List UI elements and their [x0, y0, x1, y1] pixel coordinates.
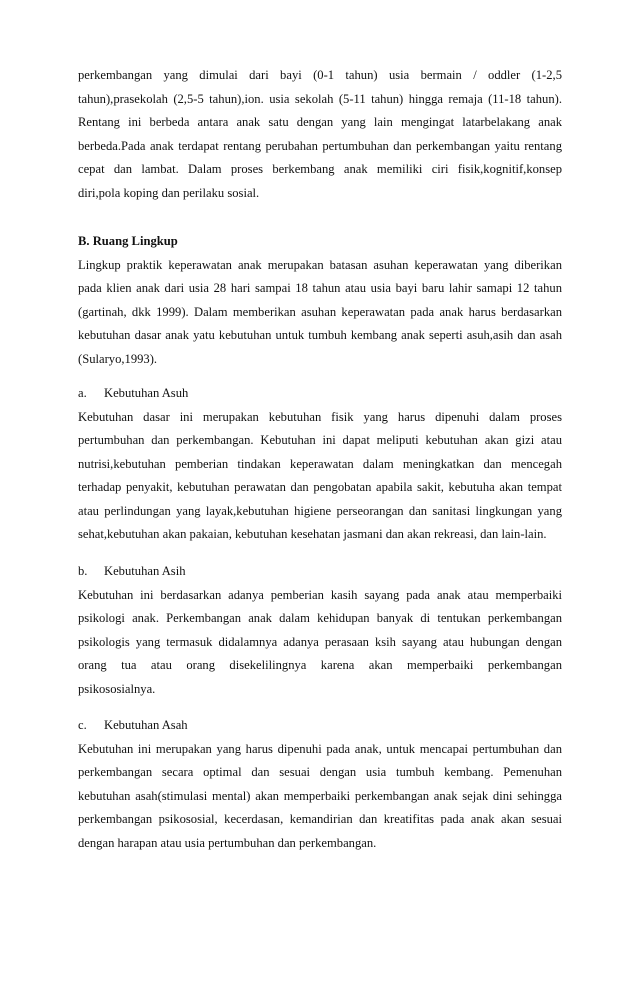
subsection-title: Kebutuhan Asih — [104, 564, 186, 578]
text-line: nutrisi,kebutuhan pemberian tindakan keperawatan dalam meningkatkan dan mencegah — [78, 456, 562, 471]
text-line: kebutuhan asah(stimulasi mental) akan memperbaiki perkembangan anak sejak dini sehingga — [78, 788, 562, 803]
text-line: Kebutuhan ini merupakan yang harus dipenuhi pada anak, untuk mencapai pertumbuhan dan — [78, 741, 562, 756]
text-line: psikologi anak. Perkembangan anak dalam kehidupan banyak di tentukan perkembangan — [78, 611, 562, 625]
text-line: Rentang ini berbeda antara anak satu dengan yang lain mengingat latarbelakang anak — [78, 115, 562, 129]
subsection-number: a. — [78, 386, 87, 400]
subsection-number: c. — [78, 718, 87, 732]
text-line: tahun),prasekolah (2,5-5 tahun),ion. usia sekolah (5-11 tahun) hingga remaja (11-18 tahun). — [78, 91, 562, 106]
subsection-kebutuhan-asuh — [78, 382, 562, 547]
text-line: perkembangan secara optimal dan sesuai dengan usia tumbuh kembang. Pemenuhan — [78, 765, 562, 779]
text-line: diri,pola koping dan perilaku sosial. — [78, 185, 260, 200]
text-line: Lingkup praktik keperawatan anak merupakan batasan asuhan keperawatan yang diberikan — [78, 257, 562, 272]
text-line: dengan harapan atau usia pertumbuhan dan perkembangan. — [78, 835, 377, 850]
text-line: cepat dan lambat. Dalam proses berkembang anak memiliki ciri fisik,kognitif,konsep — [78, 162, 562, 176]
subsection-heading — [78, 560, 562, 584]
text-line: atau perlindungan yang layak,kebutuhan higiene perseorangan dan sanitasi lingkungan yang — [78, 503, 562, 518]
text-line: (Sularyo,1993). — [78, 351, 158, 366]
text-line: perkembangan psikososial, kecerdasan, kemandirian dan kreatifitas pada anak akan sesuai — [78, 812, 562, 826]
subsection-number: b. — [78, 564, 88, 578]
text-line: Kebutuhan dasar ini merupakan kebutuhan fisik yang harus dipenuhi dalam proses — [78, 409, 562, 424]
subsection-kebutuhan-asah — [78, 714, 562, 855]
subsection-title: Kebutuhan Asuh — [104, 386, 189, 400]
text-line: berbeda.Pada anak terdapat rentang perubahan pertumbuhan dan perkembangan yaitu rentang — [78, 138, 562, 153]
text-line: sehat,kebutuhan akan pakaian, kebutuhan kesehatan jasmani dan akan rekreasi, dan lain-lain. — [78, 527, 547, 541]
text-line: psikososialnya. — [78, 681, 156, 696]
section-ruang-lingkup — [78, 230, 562, 371]
intro-paragraph — [78, 64, 562, 205]
subsection-kebutuhan-asih — [78, 560, 562, 701]
text-line: (gartinah, dkk 1999). Dalam memberikan asuhan keperawatan pada anak harus berdasarkan — [78, 304, 562, 319]
text-line: Kebutuhan ini berdasarkan adanya pemberian kasih sayang pada anak atau memperbaiki — [78, 587, 562, 602]
text-line: psikologis yang termasuk didalamnya adanya perasaan ksih sayang atau hubungan dengan — [78, 634, 562, 649]
text-line: kebutuhan dasar anak yatu kebutuhan untuk tumbuh kembang anak seperti asuh,asih dan asah — [78, 328, 562, 342]
subsection-title: Kebutuhan Asah — [104, 718, 188, 732]
text-line: terhadap penyakit, kebutuhan perawatan dan pengobatan apabila sakit, kebutuha akan tempat — [78, 480, 562, 494]
text-line: perkembangan yang dimulai dari bayi (0-1 tahun) usia bermain / oddler (1-2,5 — [78, 68, 562, 82]
subsection-heading — [78, 382, 562, 406]
text-line: orang tua atau orang disekelilingnya karena akan memperbaiki perkembangan — [78, 658, 562, 672]
section-heading: B. Ruang Lingkup — [78, 234, 178, 248]
text-line: pertumbuhan dan perkembangan. Kebutuhan ini dapat meliputi kebutuhan akan gizi atau — [78, 433, 562, 447]
text-line: pada klien anak dari usia 28 hari sampai 18 tahun atau usia bayi baru lahir samapi 12 tahun — [78, 281, 562, 295]
subsection-heading — [78, 714, 562, 738]
